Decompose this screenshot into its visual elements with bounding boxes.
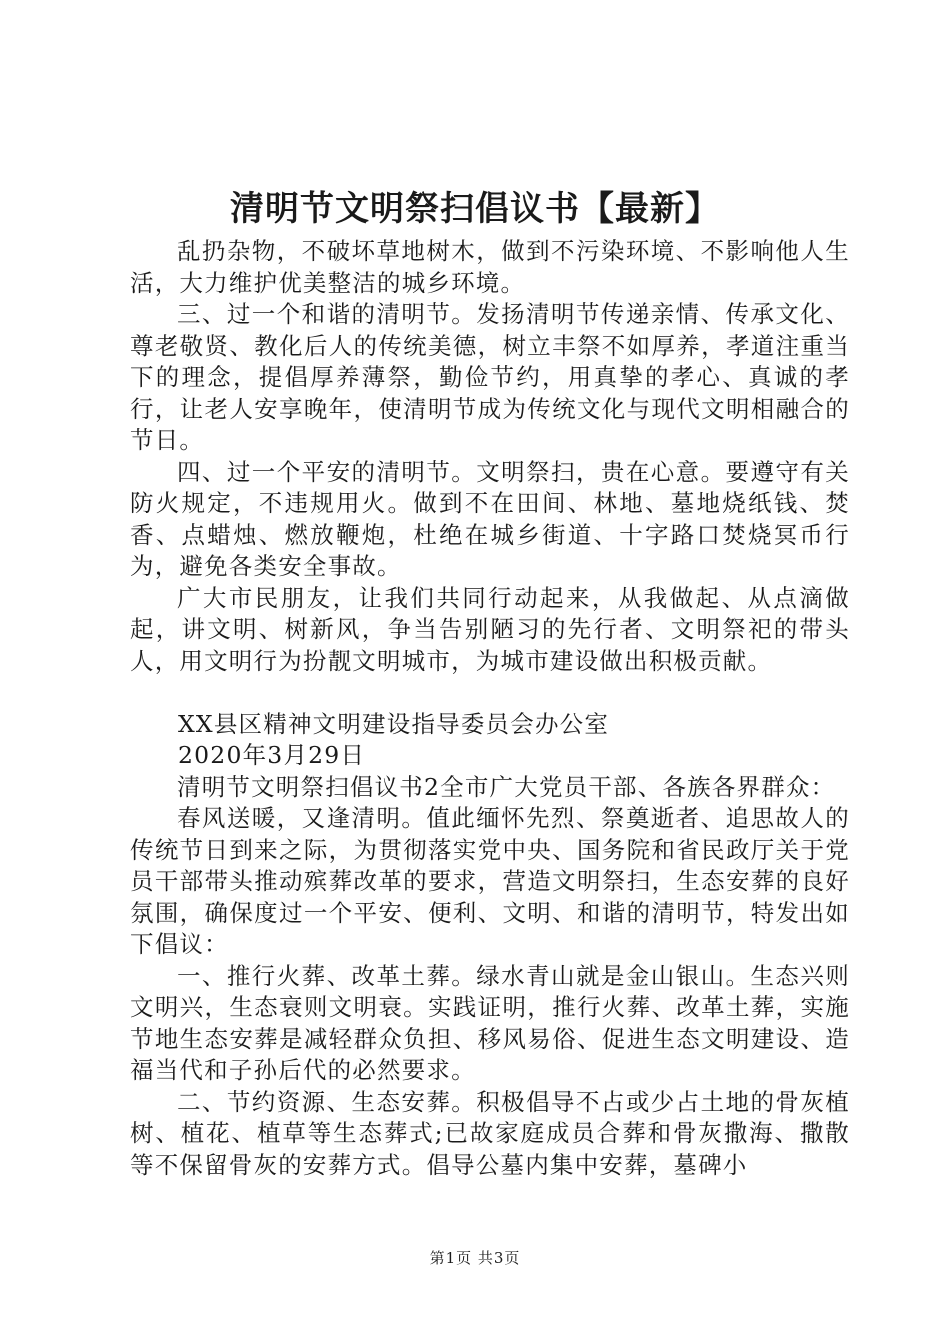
- paragraph: 春风送暖，又逢清明。值此缅怀先烈、祭奠逝者、追思故人的传统节日到来之际，为贯彻落实党中央、国务院和省民政厅关于党员干部带头推动殡葬改革的要求，营造文明祭扫，生态安葬的良好氛围，确保度过一个平安、便利、文明、和谐的清明节，特发出如下倡议：: [130, 804, 850, 958]
- page-footer: 第1页 共3页: [429, 1249, 521, 1267]
- paragraph: 二、节约资源、生态安葬。积极倡导不占或少占土地的骨灰植树、植花、植草等生态葬式;已故家庭成员合葬和骨灰撒海、撒散等不保留骨灰的安葬方式。倡导公墓内集中安葬，墓碑小: [130, 1087, 850, 1179]
- paragraph: 清明节文明祭扫倡议书2全市广大党员干部、各族各界群众：: [177, 772, 836, 801]
- signature-org: XX县区精神文明建设指导委员会办公室: [178, 709, 610, 738]
- blank-line: [130, 677, 850, 709]
- document-body: [130, 236, 850, 1181]
- paragraph: 四、过一个平安的清明节。文明祭扫，贵在心意。要遵守有关防火规定，不违规用火。做到不在田间、林地、墓地烧纸钱、焚香、点蜡烛、燃放鞭炮，杜绝在城乡街道、十字路口焚烧冥币行为，避免各类安全事故。: [130, 457, 850, 580]
- paragraph: 广大市民朋友，让我们共同行动起来，从我做起、从点滴做起，讲文明、树新风，争当告别陋习的先行者、文明祭祀的带头人，用文明行为扮靓文明城市，为城市建设做出积极贡献。: [130, 583, 850, 675]
- paragraph: 一、推行火葬、改革土葬。绿水青山就是金山银山。生态兴则文明兴，生态衰则文明衰。实践证明，推行火葬、改革土葬，实施节地生态安葬是减轻群众负担、移风易俗、促进生态文明建设、造福当代和子孙后代的必然要求。: [130, 961, 850, 1084]
- signature-date: 2020年3月29日: [178, 741, 366, 769]
- paragraph: 乱扔杂物，不破坏草地树木，做到不污染环境、不影响他人生活，大力维护优美整洁的城乡环境。: [130, 237, 850, 297]
- paragraph: 三、过一个和谐的清明节。发扬清明节传递亲情、传承文化、尊老敬贤、教化后人的传统美德，树立丰祭不如厚养，孝道注重当下的理念，提倡厚养薄祭，勤俭节约，用真挚的孝心、真诚的孝行，让老人安享晚年，使清明节成为传统文化与现代文明相融合的节日。: [130, 300, 850, 454]
- page-title: 清明节文明祭扫倡议书【最新】: [230, 189, 720, 229]
